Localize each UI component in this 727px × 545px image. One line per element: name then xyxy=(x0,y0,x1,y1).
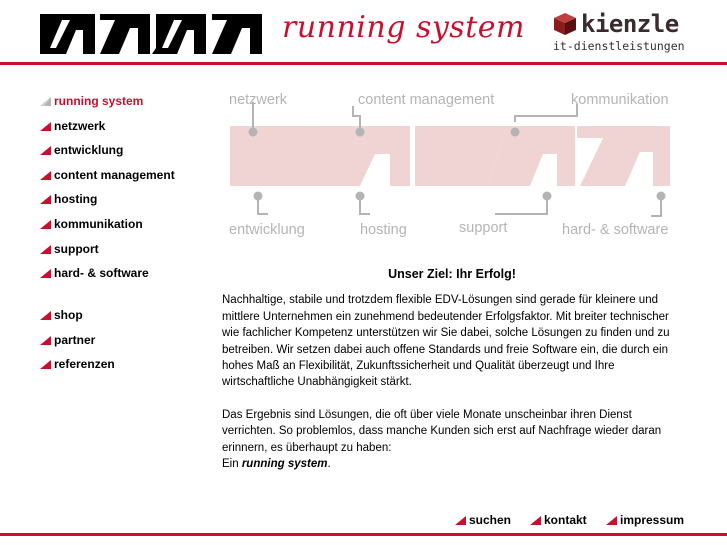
arrow-icon xyxy=(40,97,51,106)
diagram-label-hosting[interactable]: hosting xyxy=(360,222,407,238)
header-divider xyxy=(0,62,727,65)
main-content xyxy=(222,266,682,472)
nav-item-partner[interactable] xyxy=(40,333,95,347)
content-paragraph: Das Ergebnis sind Lösungen, die oft über viele Monate unscheinbar ihren Dienst verrichten. So problemlos, dass manche Kunden sich erst auf Nachfrage wieder daran erinnern, es überhaupt zu haben: xyxy=(222,408,662,454)
arrow-icon xyxy=(40,122,51,131)
closing-line xyxy=(222,456,682,472)
nav-item-kommunikation[interactable] xyxy=(40,217,143,231)
nav-item-label: content management xyxy=(54,168,175,182)
diagram-label-kommunikation[interactable]: kommunikation xyxy=(571,92,669,108)
nav-item-label: referenzen xyxy=(54,357,115,371)
nav-item-hosting[interactable] xyxy=(40,192,97,206)
header xyxy=(0,0,727,66)
arrow-icon xyxy=(40,146,51,155)
content-paragraph: Nachhaltige, stabile und trotzdem flexible EDV-Lösungen sind gerade für kleinere und mittlere Unternehmen ein zunehmend bedeutender Erfolgsfaktor. Mit breiter technischer wie fachlicher Kompetenz unterstützen wir Sie dabei, solche Lösungen zu finden und zu betreiben. Wir setzen dabei auch offene Standards und freie Software ein, die durch ein hohes Maß an Flexibilität, Zukunftssicherheit und Qualität überzeugt und Ihre wirtschaftliche Unabhängigkeit stärkt. xyxy=(222,294,670,389)
nav-item-shop[interactable] xyxy=(40,308,83,322)
nav-item-referenzen[interactable] xyxy=(40,357,115,371)
diagram-label-entwicklung[interactable]: entwicklung xyxy=(229,222,305,238)
nav-item-label: netzwerk xyxy=(54,119,106,133)
arrow-icon xyxy=(530,516,541,525)
araya-logo[interactable] xyxy=(40,14,262,54)
arrow-icon xyxy=(40,336,51,345)
footer-link-label: kontakt xyxy=(544,513,587,527)
arrow-icon xyxy=(40,311,51,320)
closing-prefix: Ein xyxy=(222,458,242,471)
arrow-icon xyxy=(40,360,51,369)
nav-item-label: support xyxy=(54,242,99,256)
nav-item-hard-software[interactable] xyxy=(40,266,149,280)
arrow-icon xyxy=(606,516,617,525)
kienzle-subtitle: it-dienstleistungen xyxy=(553,39,685,53)
diagram-label-netzwerk[interactable]: netzwerk xyxy=(229,92,288,108)
nav-item-label: running system xyxy=(54,94,144,108)
closing-suffix: . xyxy=(327,458,331,471)
nav-item-running-system[interactable] xyxy=(40,94,143,108)
kienzle-name: kienzle xyxy=(581,10,679,38)
arrow-icon xyxy=(40,220,51,229)
diagram-graphic xyxy=(225,88,680,244)
footer-link-impressum[interactable] xyxy=(606,513,684,527)
footer-link-suchen[interactable] xyxy=(455,513,511,527)
nav-item-label: shop xyxy=(54,308,83,322)
nav-item-label: hard- & software xyxy=(54,266,149,280)
nav-item-content-management[interactable] xyxy=(40,168,175,182)
nav-item-label: partner xyxy=(54,333,96,347)
nav-item-label: kommunikation xyxy=(54,217,143,231)
footer-link-kontakt[interactable] xyxy=(530,513,587,527)
nav-item-entwicklung[interactable] xyxy=(40,143,123,157)
nav-item-netzwerk[interactable] xyxy=(40,119,105,133)
arrow-icon xyxy=(40,245,51,254)
kienzle-cube-icon xyxy=(553,12,577,36)
diagram-label-hard-software[interactable]: hard- & software xyxy=(562,222,669,238)
arrow-icon xyxy=(455,516,466,525)
arrow-icon xyxy=(40,269,51,278)
closing-emphasis: running system xyxy=(241,458,328,471)
diagram-label-content-management[interactable]: content management xyxy=(358,92,495,108)
arrow-icon xyxy=(40,171,51,180)
nav-item-label: entwicklung xyxy=(54,143,124,157)
nav-item-label: hosting xyxy=(54,192,98,206)
nav-item-support[interactable] xyxy=(40,242,99,256)
footer-link-label: suchen xyxy=(469,513,512,527)
arrow-icon xyxy=(40,195,51,204)
footer-divider xyxy=(0,533,727,536)
content-title: Unser Ziel: Ihr Erfolg! xyxy=(388,267,516,281)
diagram-label-support[interactable]: support xyxy=(459,220,508,236)
footer-link-label: impressum xyxy=(620,513,685,527)
tagline: running system xyxy=(282,10,525,45)
